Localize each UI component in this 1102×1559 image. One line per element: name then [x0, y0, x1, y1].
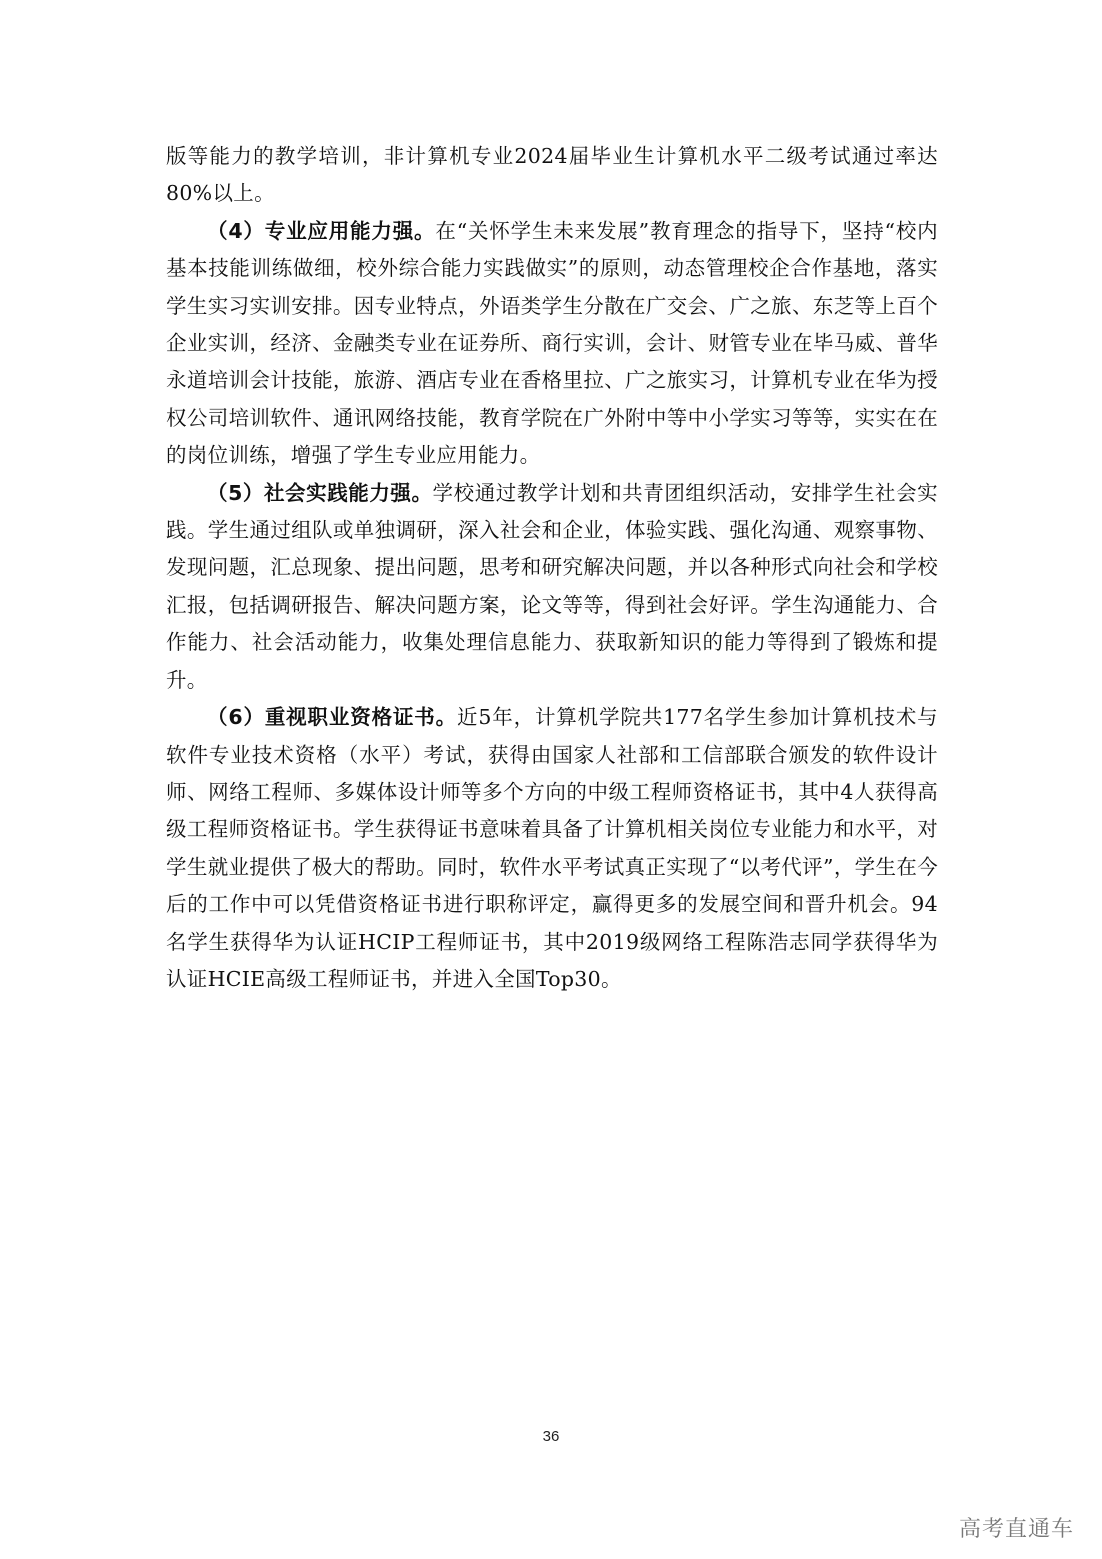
page-number: 36 — [542, 1428, 560, 1445]
paragraph-continuation — [166, 138, 938, 213]
paragraph-text: 在“关怀学生未来发展”教育理念的指导下，坚持“校内基本技能训练做细，校外综合能力实践做实”的原则，动态管理校企合作基地，落实学生实习实训安排。因专业特点，外语类学生分散在广交会、广之旅、东芝等上百个企业实训，经济、金融类专业在证券所、商行实训，会计、财管专业在毕马威、普华永道培训会计技能，旅游、酒店专业在香格里拉、广之旅实习，计算机专业在华为授权公司培训软件、通讯网络技能，教育学院在广外附中等中小学实习等等，实实在在的岗位训练，增强了学生专业应用能力。 — [166, 218, 938, 468]
paragraph-certificates — [166, 699, 938, 998]
paragraph-text: 近5年，计算机学院共177名学生参加计算机技术与软件专业技术资格（水平）考试，获得由国家人社部和工信部联合颁发的软件设计师、网络工程师、多媒体设计师等多个方向的中级工程师资格证书，其中4人获得高级工程师资格证书。学生获得证书意味着具备了计算机相关岗位专业能力和水平，对学生就业提供了极大的帮助。同时，软件水平考试真正实现了“以考代评”，学生在今后的工作中可以凭借资格证书进行职称评定，赢得更多的发展空间和晋升机会。94名学生获得华为认证HCIP工程师证书，其中2019级网络工程陈浩志同学获得华为认证HCIE高级工程师证书，并进入全国Top30。 — [166, 705, 938, 991]
paragraph-social-practice — [166, 475, 938, 699]
paragraph-text: 学校通过教学计划和共青团组织活动，安排学生社会实践。学生通过组队或单独调研，深入社会和企业，体验实践、强化沟通、观察事物、发现问题，汇总现象、提出问题，思考和研究解决问题，并以各种形式向社会和学校汇报，包括调研报告、解决问题方案，论文等等，得到社会好评。学生沟通能力、合作能力、社会活动能力，收集处理信息能力、获取新知识的能力等得到了锻炼和提升。 — [166, 480, 938, 692]
paragraph-lead: （4）专业应用能力强。 — [207, 218, 436, 243]
paragraph-lead: （6）重视职业资格证书。 — [207, 705, 457, 730]
paragraph-lead: （5）社会实践能力强。 — [207, 480, 433, 505]
document-body — [166, 138, 938, 998]
paragraph-professional-application — [166, 213, 938, 475]
paragraph-text: 版等能力的教学培训，非计算机专业2024届毕业生计算机水平二级考试通过率达80%以上。 — [166, 144, 938, 206]
watermark: 高考直通车 — [958, 1517, 1074, 1542]
